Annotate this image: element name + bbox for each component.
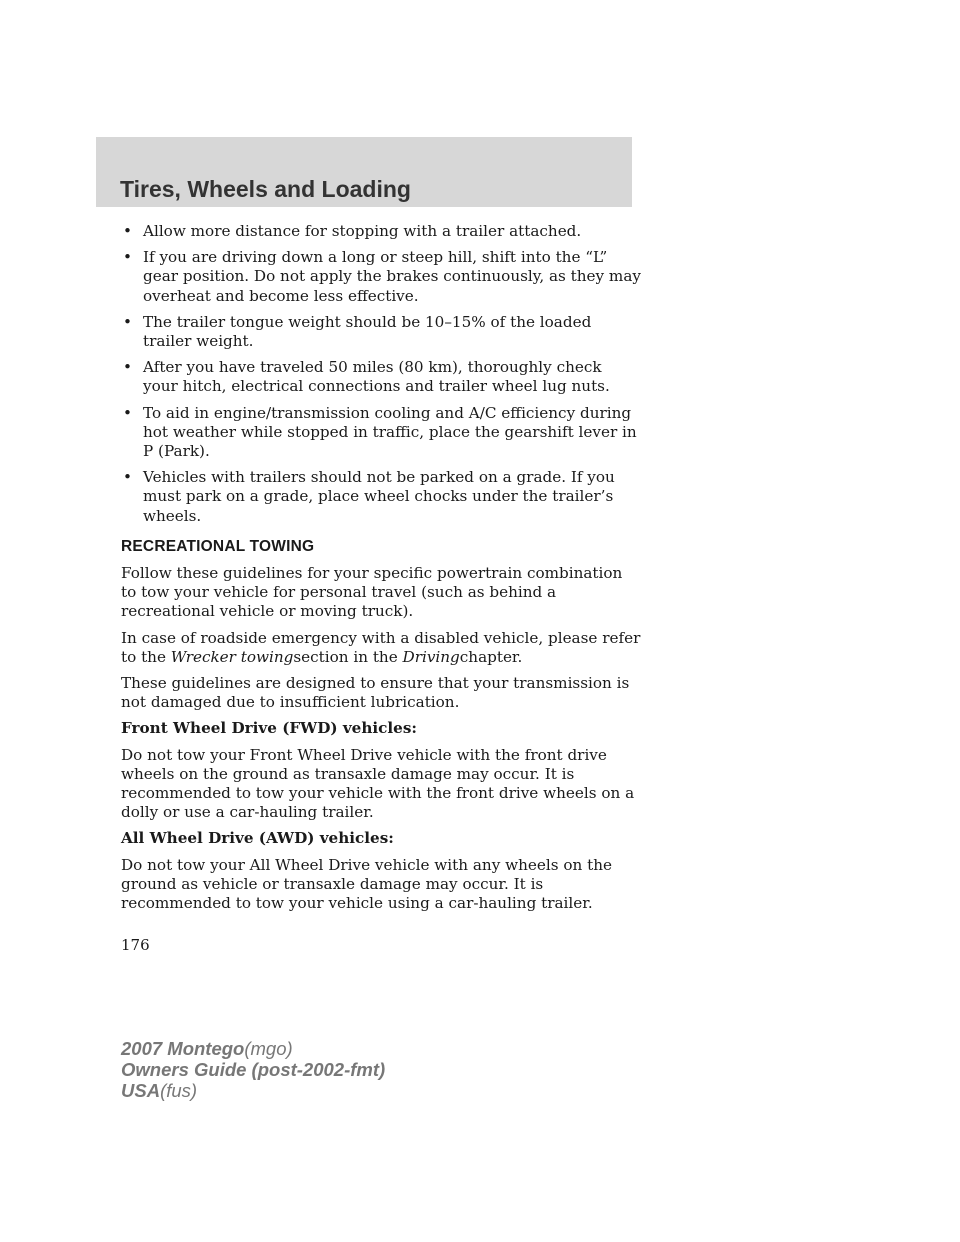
- emergency-paragraph: [121, 629, 641, 667]
- bullet-icon: •: [123, 248, 132, 267]
- bullet-icon: •: [123, 222, 132, 240]
- list-item-text: To aid in engine/transmission cooling and A/C efficiency during hot weather while stopped in traffic, place the gearshift lever in P (Park).: [143, 403, 637, 461]
- footer-line-3: [121, 1080, 385, 1101]
- emergency-suffix: chapter.: [459, 647, 523, 666]
- page-number: 176: [121, 936, 150, 954]
- emergency-middle: section in the: [293, 647, 398, 666]
- bullet-icon: •: [123, 312, 132, 331]
- footer-line-1: [121, 1038, 385, 1059]
- list-item-text: Allow more distance for stopping with a trailer attached.: [143, 222, 582, 240]
- intro-paragraph: Follow these guidelines for your specific powertrain combination to tow your vehicle for personal travel (such as behind a recreational vehicle or moving truck).: [121, 564, 623, 621]
- awd-heading: All Wheel Drive (AWD) vehicles:: [121, 829, 394, 848]
- wrecker-towing-reference: Wrecker towing: [170, 647, 294, 666]
- list-item-text: Vehicles with trailers should not be parked on a grade. If you must park on a grade, place wheel chocks under the trailer’s wheels.: [143, 468, 615, 525]
- footer-line-2: [121, 1059, 385, 1080]
- list-item-text: The trailer tongue weight should be 10–15% of the loaded trailer weight.: [143, 312, 592, 351]
- list-item-text: After you have traveled 50 miles (80 km), thoroughly check your hitch, electrical connections and trailer wheel lug nuts.: [143, 358, 610, 396]
- guidelines-paragraph: These guidelines are designed to ensure that your transmission is not damaged due to insufficient lubrication.: [121, 674, 630, 712]
- towing-tips-list: [121, 222, 641, 526]
- list-item: [121, 313, 641, 351]
- driving-chapter-reference: Driving: [402, 647, 460, 666]
- list-item: [121, 358, 641, 396]
- section-title: Tires, Wheels and Loading: [120, 176, 411, 202]
- footer-market-code: (fus): [160, 1080, 198, 1101]
- list-item: [121, 468, 641, 526]
- fwd-heading: Front Wheel Drive (FWD) vehicles:: [121, 719, 417, 738]
- footer-model: 2007 Montego: [121, 1038, 245, 1059]
- document-footer: [121, 1038, 385, 1101]
- footer-guide-format: Owners Guide (post-2002-fmt): [121, 1059, 386, 1080]
- footer-market: USA: [121, 1080, 161, 1101]
- page-content: [121, 222, 641, 920]
- emergency-prefix: In case of roadside emergency with a disabled vehicle, please refer to the: [121, 628, 641, 666]
- list-item-text: If you are driving down a long or steep hill, shift into the “L” gear position. Do not apply the brakes continuously, as they may overheat and become less effective.: [143, 248, 641, 305]
- list-item: [121, 222, 641, 241]
- bullet-icon: •: [123, 468, 132, 487]
- recreational-towing-heading: RECREATIONAL TOWING: [121, 537, 315, 555]
- list-item: [121, 248, 641, 306]
- list-item: [121, 404, 641, 462]
- bullet-icon: •: [123, 358, 132, 377]
- footer-model-code: (mgo): [244, 1038, 293, 1059]
- fwd-paragraph: Do not tow your Front Wheel Drive vehicle with the front drive wheels on the ground as transaxle damage may occur. It is recommended to tow your vehicle with the front drive wheels on a dolly or use a car-hauling trailer.: [121, 745, 635, 822]
- awd-paragraph: Do not tow your All Wheel Drive vehicle with any wheels on the ground as vehicle or transaxle damage may occur. It is recommended to tow your vehicle using a car-hauling trailer.: [121, 855, 612, 913]
- bullet-icon: •: [123, 403, 132, 422]
